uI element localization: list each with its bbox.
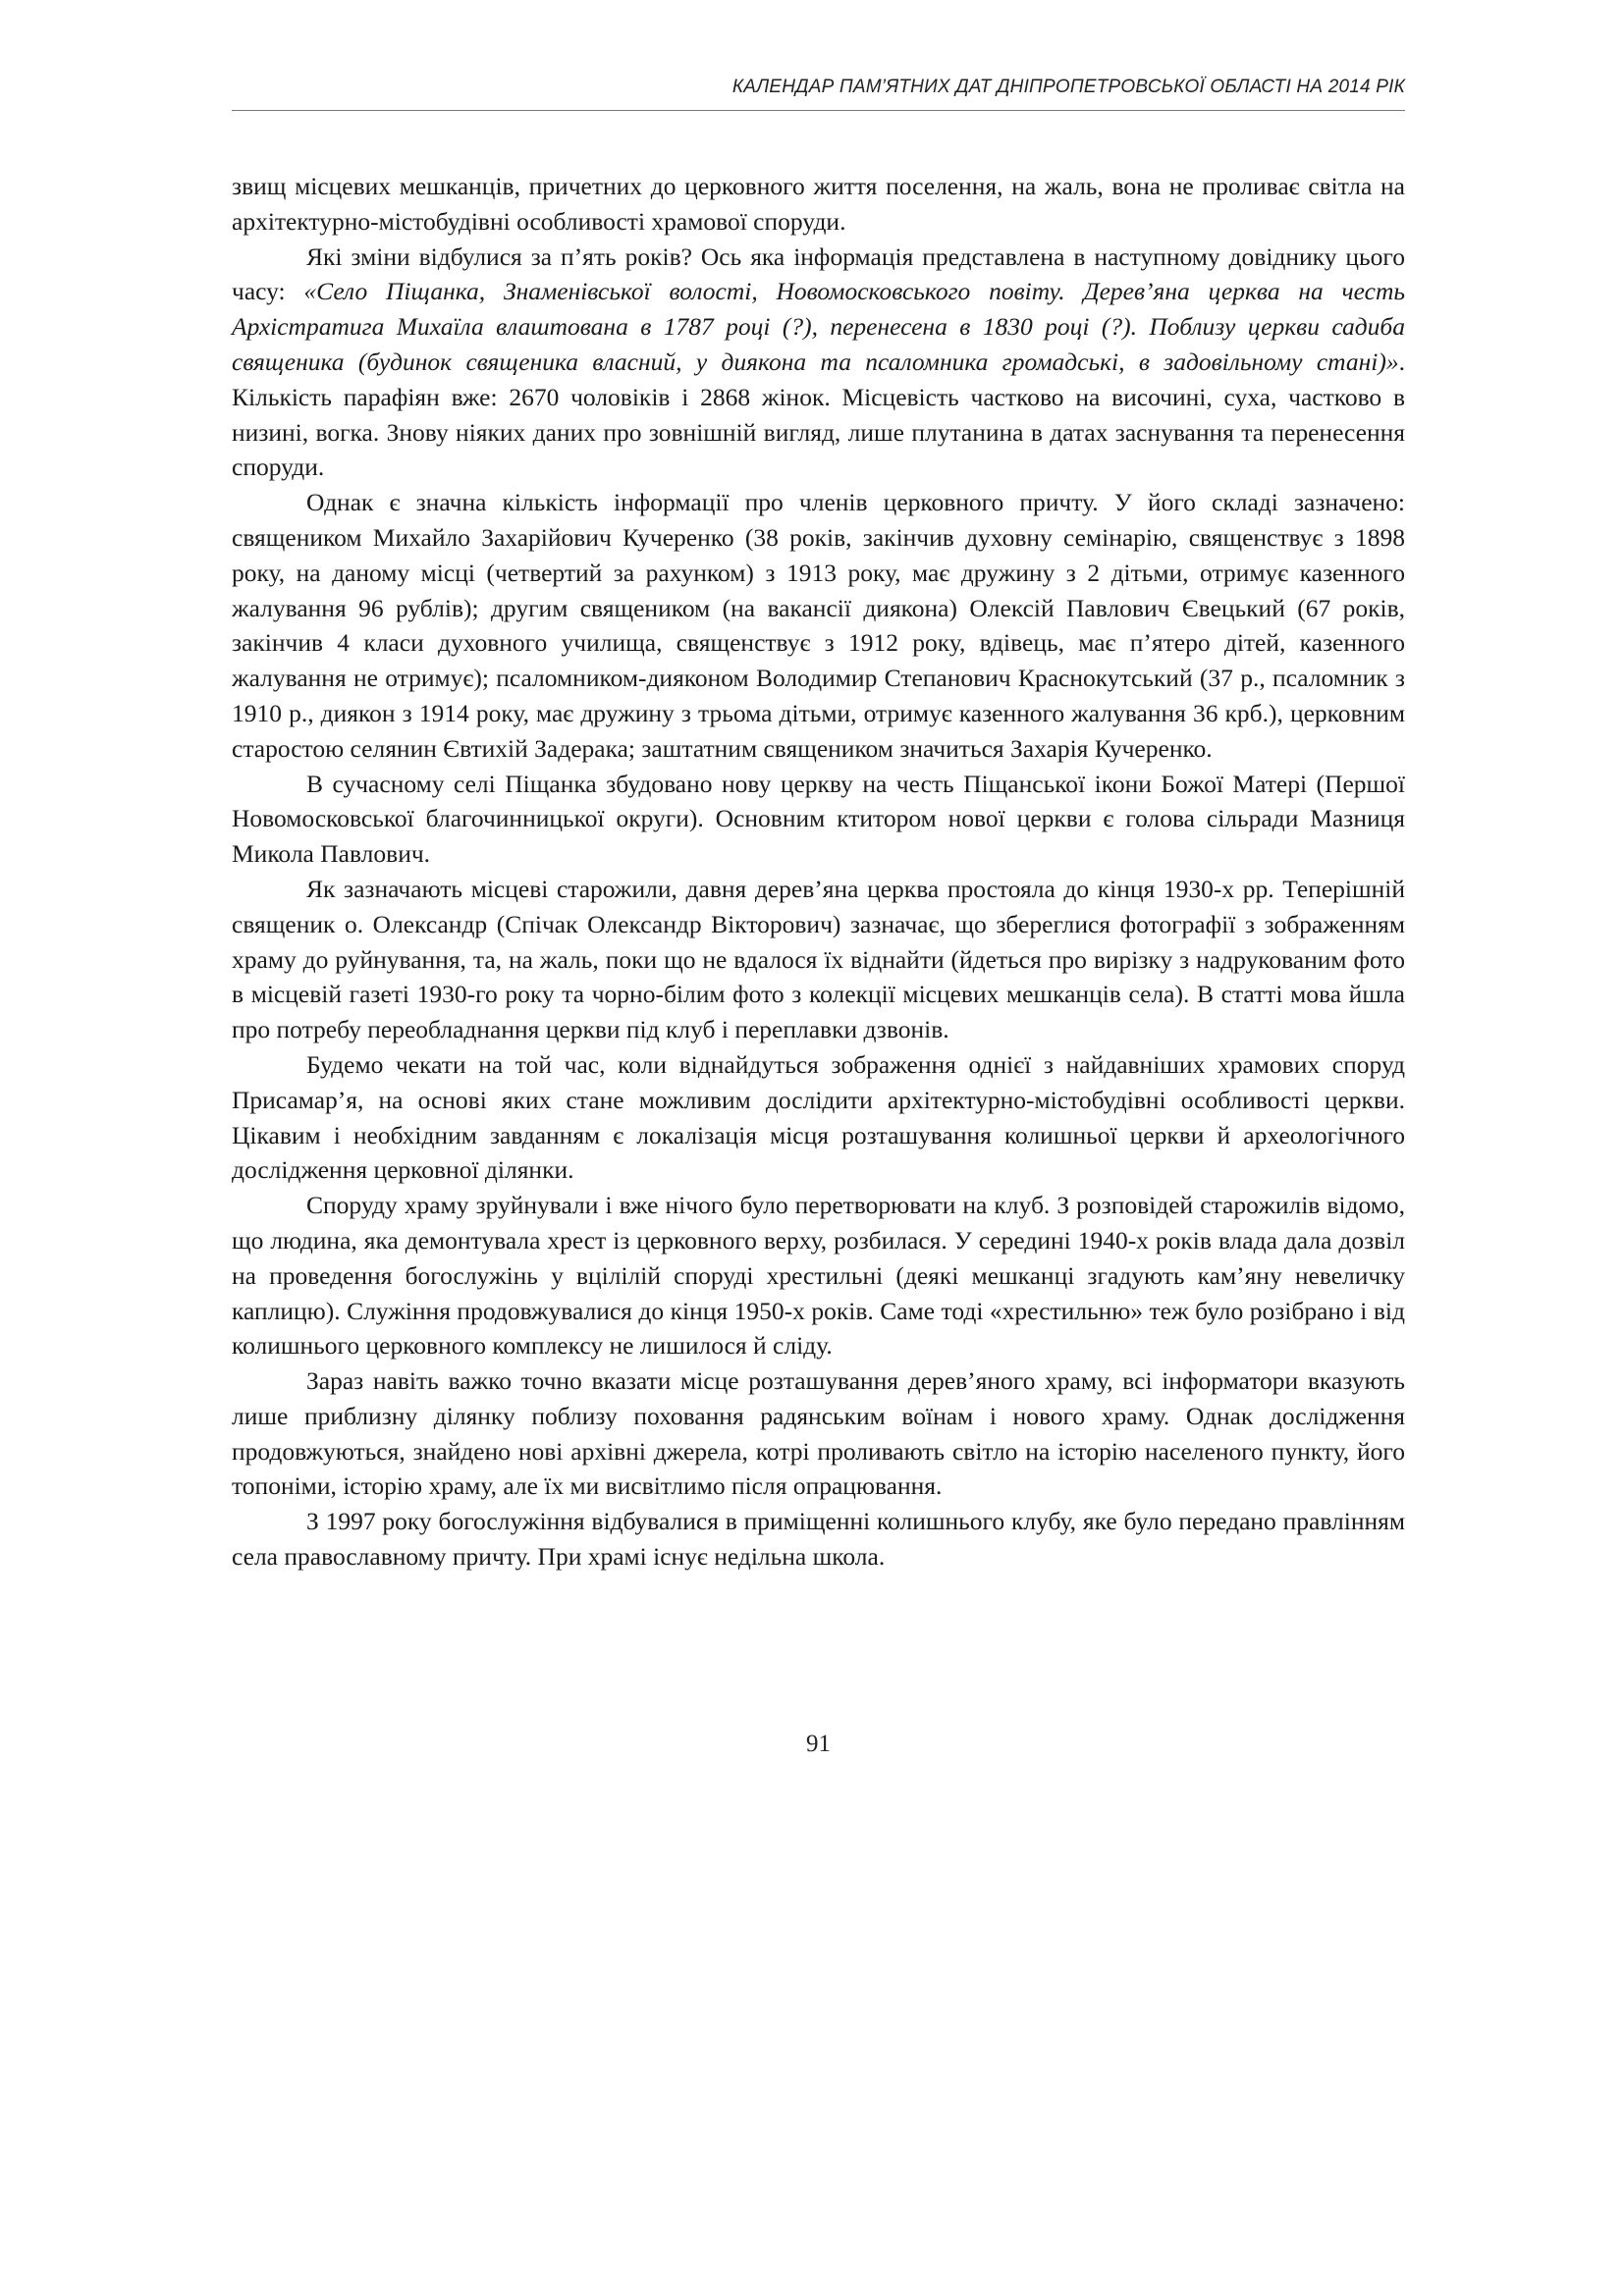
paragraph-7: Споруду храму зруйнували і вже нічого було перетворювати на клуб. З розповідей старожилів відомо, що людина, яка демонтувала хрест із церковного верху, розбилася. У середині 1940-х років влада дала дозвіл на проведення богослужінь у вцілілій споруді хрестильні (деякі мешканці згадують кам’яну невеличку каплицю). Служіння продовжувалися до кінця 1950-х років. Саме тоді «хрестильню» теж було розібрано і від колишнього церковного комплексу не лишилося й сліду. bbox=[232, 1191, 1405, 1361]
running-header: КАЛЕНДАР ПАМ’ЯТНИХ ДАТ ДНІПРОПЕТРОВСЬКОЇ ОБЛАСТІ НА 2014 РІК bbox=[731, 77, 1405, 97]
paragraph-4: В сучасному селі Піщанка збудовано нову церкву на честь Піщанської ікони Божої Матері (Першої Новомосковської благочинницької округи). Основним ктитором нової церкви є голова сільради Мазниця Микола Павлович. bbox=[232, 769, 1405, 869]
page-number: 91 bbox=[806, 1731, 831, 1757]
paragraph-2-rest: . Кількість парафіян вже: 2670 чоловіків і 2868 жінок. Місцевість частково на височині, суха, частково в низині, вогка. Знову ніяких даних про зовнішній вигляд, лише плутанина в датах заснування та перенесення споруди. bbox=[232, 347, 1405, 482]
paragraph-2-intro: Які зміни відбулися за п’ять років? Ось яка інформація представлена в наступному довіднику цього часу: bbox=[232, 241, 1405, 306]
header-rule bbox=[232, 110, 1405, 111]
body-text bbox=[232, 169, 1405, 1575]
paragraph-5: Як зазначають місцеві старожили, давня дерев’яна церква простояла до кінця 1930-х рр. Теперішній священик о. Олександр (Спічак Олександр Вікторович) зазначає, що збереглися фотографії з зображенням храму до руйнування, та, на жаль, поки що не вдалося їх віднайти (йдеться про вирізку з надрукованим фото в місцевій газеті 1930-го року та чорно-білим фото з колекції місцевих мешканців села). В статті мова йшла про потребу переобладнання церкви під клуб і переплавки дзвонів. bbox=[232, 874, 1405, 1044]
paragraph-9: З 1997 року богослужіння відбувалися в приміщенні колишнього клубу, яке було передано правлінням села православному причту. При храмі існує недільна школа. bbox=[232, 1507, 1405, 1572]
paragraph-2-quote: «Село Піщанка, Знаменівської волості, Новомосковського повіту. Дерев’яна церква на честь Архістратига Михаїла влаштована в 1787 році (?), перенесена в 1830 році (?). Поблизу церкви садиба священика (будинок священика власний, у диякона та псаломника громадські, в задовільному стані)» bbox=[232, 277, 1406, 376]
paragraph-6: Будемо чекати на той час, коли віднайдуться зображення однієї з найдавніших храмових споруд Присамар’я, на основі яких стане можливим дослідити архітектурно-містобудівні особливості церкви. Цікавим і необхідним завданням є локалізація місця розташування колишньої церкви й археологічного дослідження церковної ділянки. bbox=[232, 1049, 1405, 1185]
paragraph-3: Однак є значна кількість інформації про членів церковного причту. У його складі зазначено: священиком Михайло Захарійович Кучеренко (38 років, закінчив духовну семінарію, священствує з 1898 року, на даному місці (четвертий за рахунком) з 1913 року, має дружину з 2 дітьми, отримує казенного жалування 96 рублів); другим священиком (на вакансії диякона) Олексій Павлович Євецький (67 років, закінчив 4 класи духовного училища, священствує з 1912 року, вдівець, має п’ятеро дітей, казенного жалування не отримує); псаломником-дияконом Володимир Степанович Краснокутський (37 р., псаломник з 1910 р., диякон з 1914 року, має дружину з трьома дітьми, отримує казенного жалування 36 крб.), церковним старостою селянин Євтихій Задерака; заштатним священиком значиться Захарія Кучеренко. bbox=[232, 488, 1405, 763]
paragraph-2 bbox=[232, 240, 1405, 486]
paragraph-8: Зараз навіть важко точно вказати місце розташування дерев’яного храму, всі інформатори вказують лише приблизну ділянку поблизу поховання радянським воїнам і нового храму. Однак дослідження продовжуються, знайдено нові архівні джерела, котрі проливають світло на історію населеного пункту, його топоніми, історію храму, але їх ми висвітлимо після опрацювання. bbox=[232, 1366, 1405, 1501]
paragraph-1: звищ місцевих мешканців, причетних до церковного життя поселення, на жаль, вона не проливає світла на архітектурно-містобудівні особливості храмової споруди. bbox=[232, 172, 1405, 236]
